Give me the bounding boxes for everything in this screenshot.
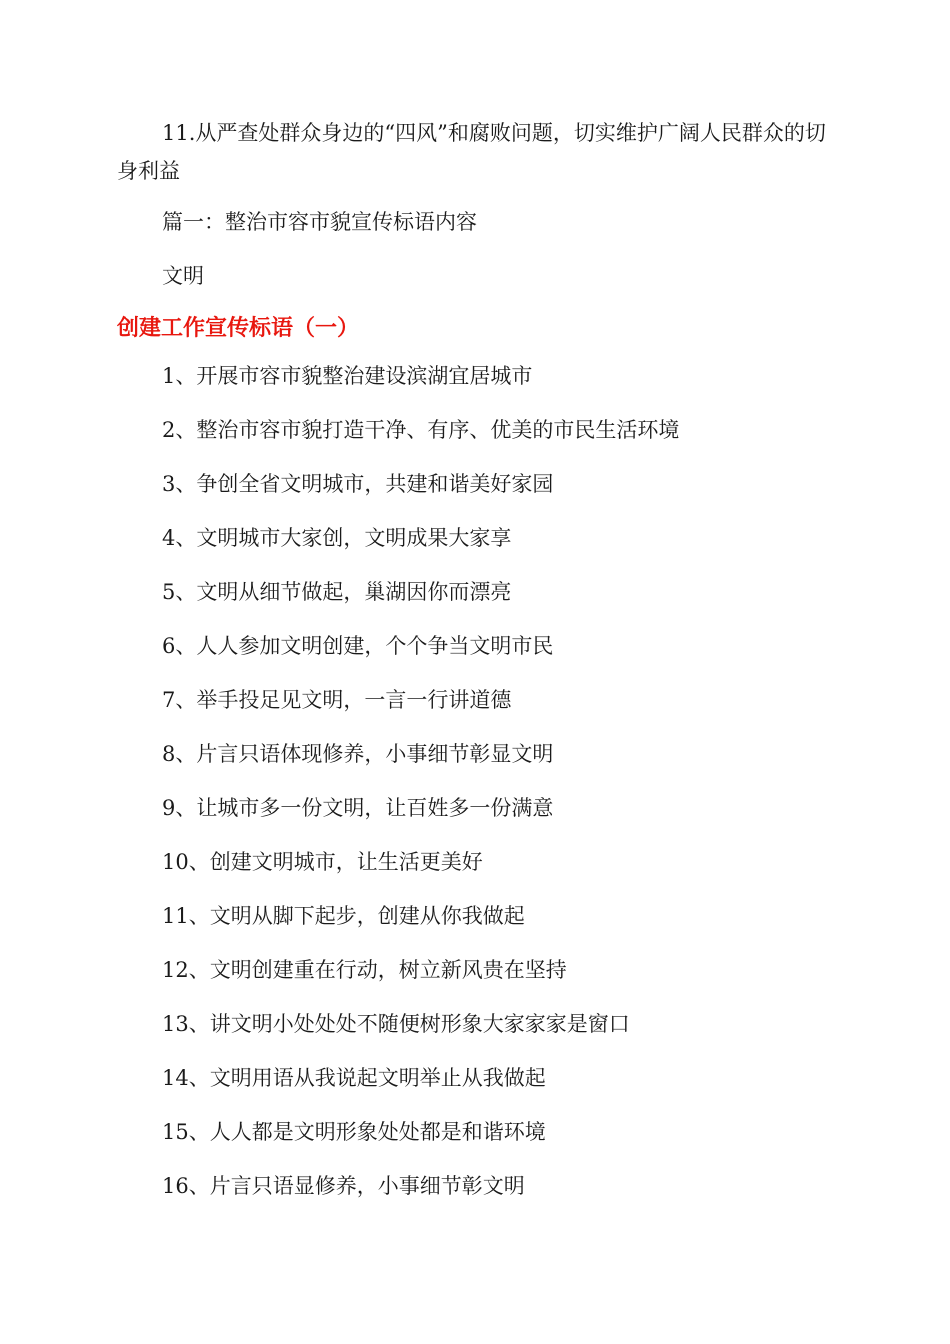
list-item: 13、讲文明小处处处不随便树形象大家家家是窗口 [162,1012,630,1036]
list-item: 7、举手投足见文明，一言一行讲道德 [162,688,512,712]
category-label: 文明 [162,264,204,288]
list-item: 5、文明从细节做起，巢湖因你而漂亮 [162,580,512,604]
section-heading: 创建工作宣传标语（一） [117,316,360,341]
list-item: 3、争创全省文明城市，共建和谐美好家园 [162,472,554,496]
list-item: 2、整治市容市貌打造干净、有序、优美的市民生活环境 [162,418,680,442]
list-item: 16、片言只语显修养，小事细节彰文明 [162,1174,525,1198]
intro-paragraph: 11.从严查处群众身边的“四风”和腐败问题，切实维护广阔人民群众的切身利益 [117,121,826,183]
list-item: 14、文明用语从我说起文明举止从我做起 [162,1066,546,1090]
list-item: 1、开展市容市貌整治建设滨湖宜居城市 [162,364,533,388]
list-item: 9、让城市多一份文明，让百姓多一份满意 [162,796,554,820]
chapter-title: 篇一：整治市容市貌宣传标语内容 [162,210,477,234]
list-item: 10、创建文明城市，让生活更美好 [162,850,483,874]
list-item: 6、人人参加文明创建，个个争当文明市民 [162,634,554,658]
list-item: 11、文明从脚下起步，创建从你我做起 [162,904,525,928]
list-item: 12、文明创建重在行动，树立新风贵在坚持 [162,958,567,982]
list-item: 15、人人都是文明形象处处都是和谐环境 [162,1120,546,1144]
list-item: 4、文明城市大家创，文明成果大家享 [162,526,512,550]
list-item: 8、片言只语体现修养，小事细节彰显文明 [162,742,554,766]
